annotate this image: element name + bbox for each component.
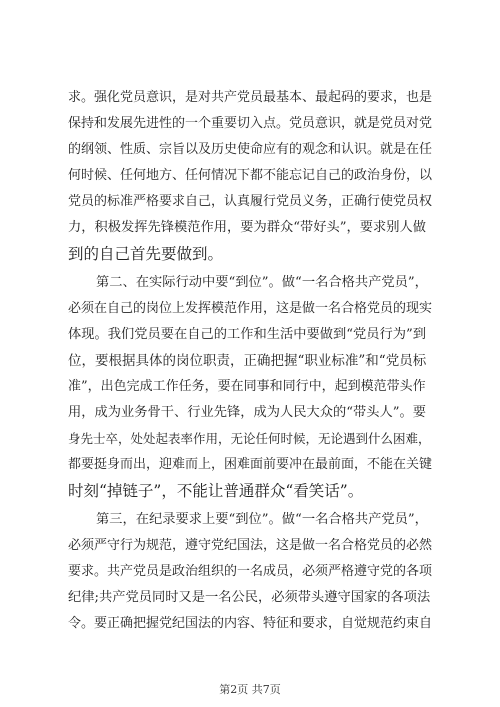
line-text: 必须在自己的岗位上发挥模范作用，这是做一名合格党员的现实	[68, 301, 433, 316]
text-line	[0, 271, 500, 295]
line-text: 何时候、任何地方、任何情况下都不能忘记自己的政治身份，以	[68, 168, 433, 183]
line-text: 第二、在实际行动中要“到位”。做“一名合格共产党员”，	[96, 275, 428, 290]
line-text: 求。强化党员意识，是对共产党员最基本、最起码的要求，也是	[68, 90, 433, 105]
text-line	[0, 112, 500, 136]
text-line	[0, 586, 500, 610]
text-line	[0, 534, 500, 558]
line-text: 用，成为业务骨干、行业先锋，成为人民大众的“带头人”。要	[68, 405, 427, 420]
text-line	[0, 242, 500, 266]
line-text: 准”，出色完成工作任务，要在同事和同行中，起到模范带头作	[68, 379, 426, 394]
line-text: 第三，在纪录要求上要“到位”。做“一名合格共产党员”，	[96, 512, 428, 527]
text-line	[0, 190, 500, 214]
line-text: 力，积极发挥先锋模范作用，要为群众“带好头”，要求别人做	[68, 220, 427, 235]
line-text: 位，要根据具体的岗位职责，正确把握“职业标准”和“党员标	[68, 353, 427, 369]
line-text: 党员的标准严格要求自己，认真履行党员义务，正确行使党员权	[68, 194, 433, 209]
line-text: 体现。我们党员要在自己的工作和生活中要做到“党员行为”到	[68, 327, 427, 342]
line-text: 身先士卒，处处起表率作用，无论任何时候，无论遇到什么困难，	[68, 431, 431, 446]
line-text: 纪律;共产党员同时又是一名公民，必须带头遵守国家的各项法	[68, 590, 431, 605]
line-text: 保持和发展先进性的一个重要切入点。党员意识，就是党员对党	[68, 116, 433, 131]
line-text: 的纲领、性质、宗旨以及历史使命应有的观念和认识。就是在任	[68, 142, 433, 157]
document-body	[0, 86, 500, 646]
text-line	[0, 216, 500, 240]
text-line	[0, 86, 500, 110]
line-text: 到的自己首先要做到。	[68, 245, 224, 263]
text-line	[0, 479, 500, 503]
text-line	[0, 349, 500, 373]
text-line	[0, 375, 500, 399]
page-number-footer: 第2页 共7页	[219, 683, 281, 696]
text-line	[0, 297, 500, 321]
text-line	[0, 453, 500, 477]
text-line	[0, 612, 500, 636]
text-line	[0, 401, 500, 425]
text-line	[0, 138, 500, 162]
text-line	[0, 560, 500, 584]
line-text: 令。要正确把握党纪国法的内容、特征和要求，自觉规范约束自	[68, 616, 433, 631]
line-text: 时刻“掉链子”，不能让普通群众“看笑话”。	[68, 482, 364, 500]
text-line	[0, 164, 500, 188]
text-line	[0, 427, 500, 451]
line-text: 要求。共产党员是政治组织的一名成员，必须严格遵守党的各项	[68, 564, 433, 579]
text-line	[0, 508, 500, 532]
text-line	[0, 323, 500, 347]
line-text: 都要挺身而出，迎难而上，困难面前要冲在最前面，不能在关键	[68, 457, 433, 472]
line-text: 必须严守行为规范，遵守党纪国法，这是做一名合格党员的必然	[68, 538, 433, 553]
